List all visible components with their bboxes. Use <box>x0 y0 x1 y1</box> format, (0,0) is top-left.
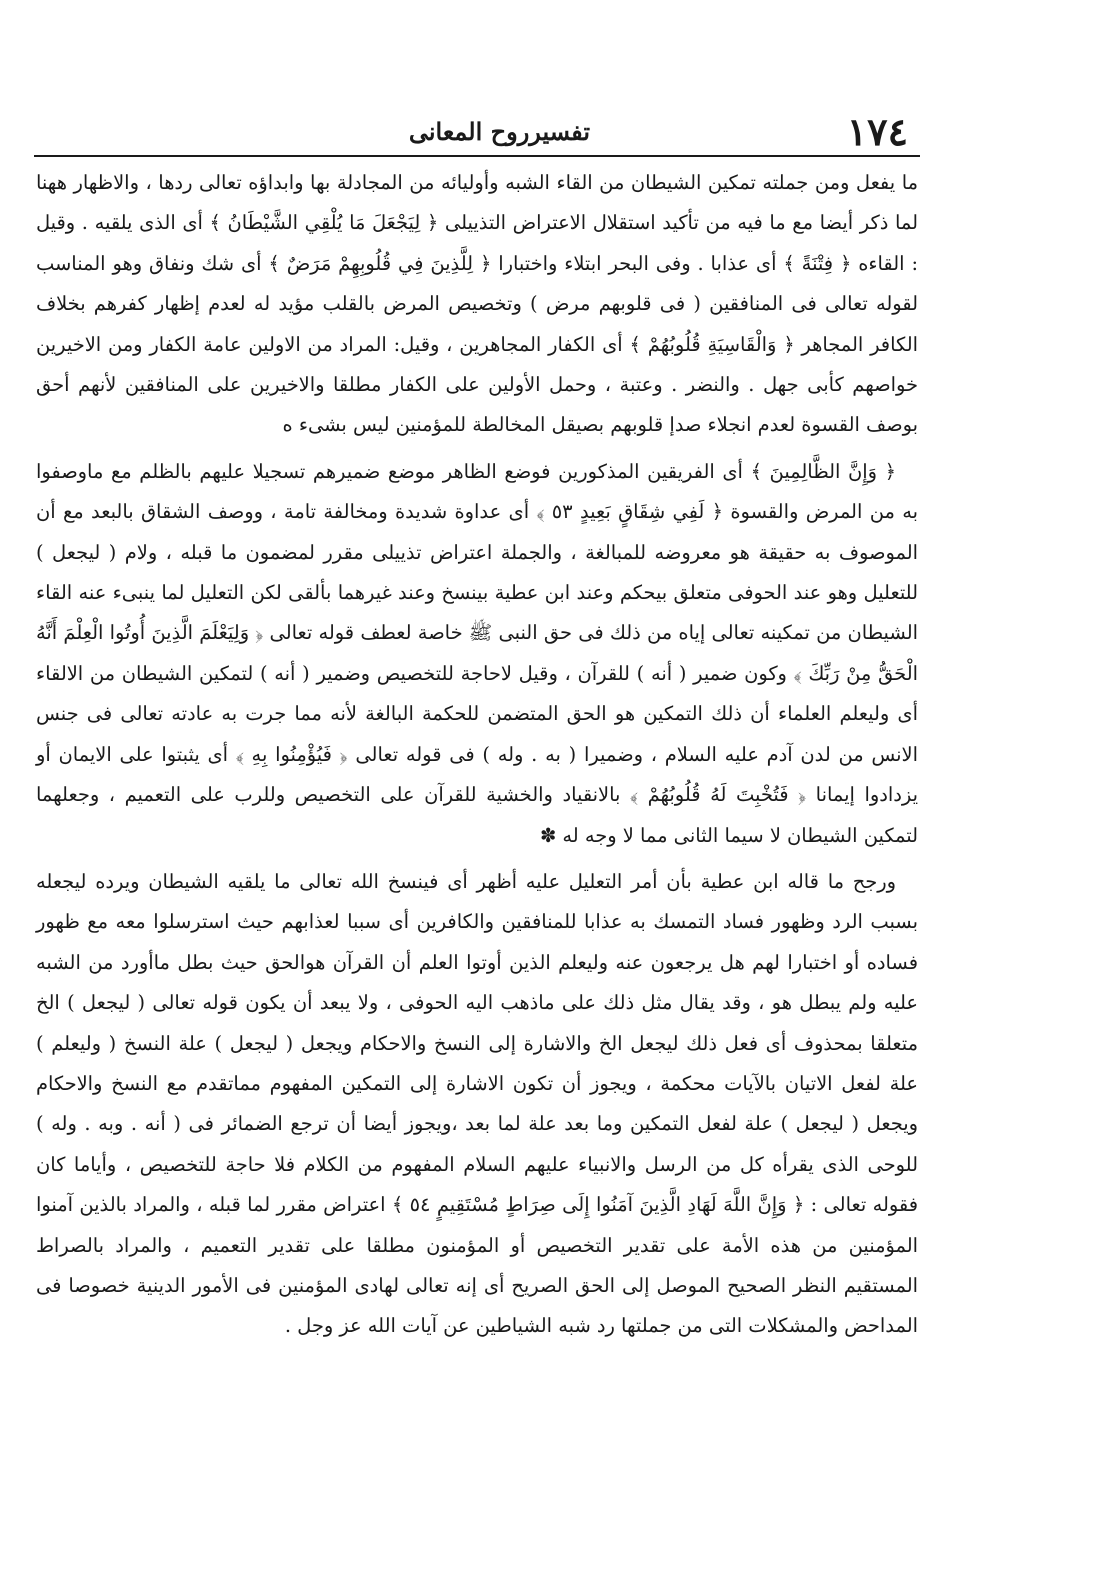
paragraph-1: ما يفعل ومن جملته تمكين الشيطان من القاء الشبه وأوليائه من المجادلة بها وابداؤه تعالى ردها ، والاظهار ههنا لما ذكر أيضا مع ما فيه من تأكيد استقلال الاعتراض التذييلى ﴿ لِيَجْعَلَ مَا يُلْقِي الشَّيْطَانُ ﴾ أى الذى يلقيه . وقيل : القاءه ﴿ فِتْنَةً ﴾ أى عذابا . وفى البحر ابتلاء واختبارا ﴿ لِلَّذِينَ فِي قُلُوبِهِمْ مَرَضٌ ﴾ أى شك ونفاق وهو المناسب لقوله تعالى فى المنافقين ( فى قلوبهم مرض ) وتخصيص المرض بالقلب مؤيد له لعدم إظهار كفرهم بخلاف الكافر المجاهر ﴿ وَالْقَاسِيَةِ قُلُوبُهُمْ ﴾ أى الكفار المجاهرين ، وقيل: المراد من الاولين عامة الكفار ومن الاخيرين خواصهم كأبى جهل . والنضر . وعتبة ، وحمل الأولين على الكفار مطلقا والاخيرين على المنافقين لأنهم أحق بوصف القسوة لعدم انجلاء صدإ قلوبهم بصيقل المخالطة للمؤمنين ليس بشىء ه <box>36 171 918 437</box>
page-number: ١٧٤ <box>846 109 908 154</box>
paragraph-3: ورجح ما قاله ابن عطية بأن أمر التعليل عليه أظهر أى فينسخ الله تعالى ما يلقيه الشيطان ويرده ليجعله بسبب الرد وظهور فساد التمسك به عذابا للمنافقين والكافرين أى سببا لعذابهم حيث استرسلوا معه مع ظهور فساده أو اختبارا لهم هل يرجعون عنه وليعلم الذين أوتوا العلم أن القرآن هوالحق حيث بطل ماأورد من الشبه عليه ولم يبطل هو ، وقد يقال مثل ذلك على ماذهب اليه الحوفى ، ولا يبعد أن يكون قوله تعالى ( ليجعل ) الخ متعلقا بمحذوف أى فعل ذلك ليجعل الخ والاشارة إلى النسخ والاحكام ويجعل ( ليجعل ) علة النسخ ( وليعلم ) علة لفعل الاتيان بالآيات محكمة ، ويجوز أن تكون الاشارة إلى التمكين المفهوم مماتقدم مع النسخ والاحكام ويجعل ( ليجعل ) علة لفعل التمكين وما بعد علة لما بعد ،ويجوز أيضا أن ترجع الضمائر فى ( أنه . وبه . وله ) للوحى الذى يقرأه كل من الرسل والانبياء عليهم السلام المفهوم من الكلام فلا حاجة للتخصيص ، وأياما كان فقوله تعالى : ﴿ وَإِنَّ اللَّهَ لَهَادِ الَّذِينَ آمَنُوا إِلَى صِرَاطٍ مُسْتَقِيمٍ ٥٤ ﴾ اعتراض مقرر لما قبله ، والمراد بالذين آمنوا المؤمنين من هذه الأمة على تقدير التخصيص أو المؤمنون مطلقا على تقدير التعميم ، والمراد بالصراط المستقيم النظر الصحيح الموصل إلى الحق الصريح أى إنه تعالى لهادى المؤمنين فى الأمور الدينية خصوصا فى المداحض والمشكلات التى من جملتها رد شبه الشياطين عن آيات الله عز وجل . <box>36 869 919 1338</box>
body-text <box>34 163 920 1347</box>
paragraph-2: ﴿ وَإِنَّ الظَّالِمِينَ ﴾ أى الفريقين المذكورين فوضع الظاهر موضع ضميرهم تسجيلا عليهم بالظلم مع ماوصفوا به من المرض والقسوة ﴿ لَفِي شِقَاقٍ بَعِيدٍ ٥٣ ﴾ أى عداوة شديدة ومخالفة تامة ، ووصف الشقاق بالبعد مع أن الموصوف به حقيقة هو معروضه للمبالغة ، والجملة اعتراض تذييلى مقرر لمضمون ما قبله ، ولام ( ليجعل ) للتعليل وهو عند الحوفى متعلق بيحكم وعند ابن عطية بينسخ وعند غيرهما بألقى لكن التعليل لما ينبىء عنه القاء الشيطان من تمكينه تعالى إياه من ذلك فى حق النبى ﷺ خاصة لعطف قوله تعالى ﴿ وَلِيَعْلَمَ الَّذِينَ أُوتُوا الْعِلْمَ أَنَّهُ الْحَقُّ مِنْ رَبِّكَ ﴾ وكون ضمير ( أنه ) للقرآن ، وقيل لاحاجة للتخصيص وضمير ( أنه ) لتمكين الشيطان من الالقاء أى وليعلم العلماء أن ذلك التمكين هو الحق المتضمن للحكمة البالغة لأنه مما جرت به عادته تعالى فى جنس الانس من لدن آدم عليه السلام ، وضميرا ( به . وله ) فى قوله تعالى ﴿ فَيُؤْمِنُوا بِهِ ﴾ أى يثبتوا على الايمان أو يزدادوا إيمانا ﴿ فَتُخْبِتَ لَهُ قُلُوبُهُمْ ﴾ بالانقياد والخشية للقرآن على التخصيص وللرب على التعميم ، وجعلهما لتمكين الشيطان لا سيما الثانى مما لا وجه له ✽ <box>36 459 918 847</box>
page-header <box>34 105 920 155</box>
header-rule <box>34 155 920 157</box>
running-title: تفسيرروح المعانى <box>408 117 590 146</box>
book-page <box>34 105 920 1505</box>
